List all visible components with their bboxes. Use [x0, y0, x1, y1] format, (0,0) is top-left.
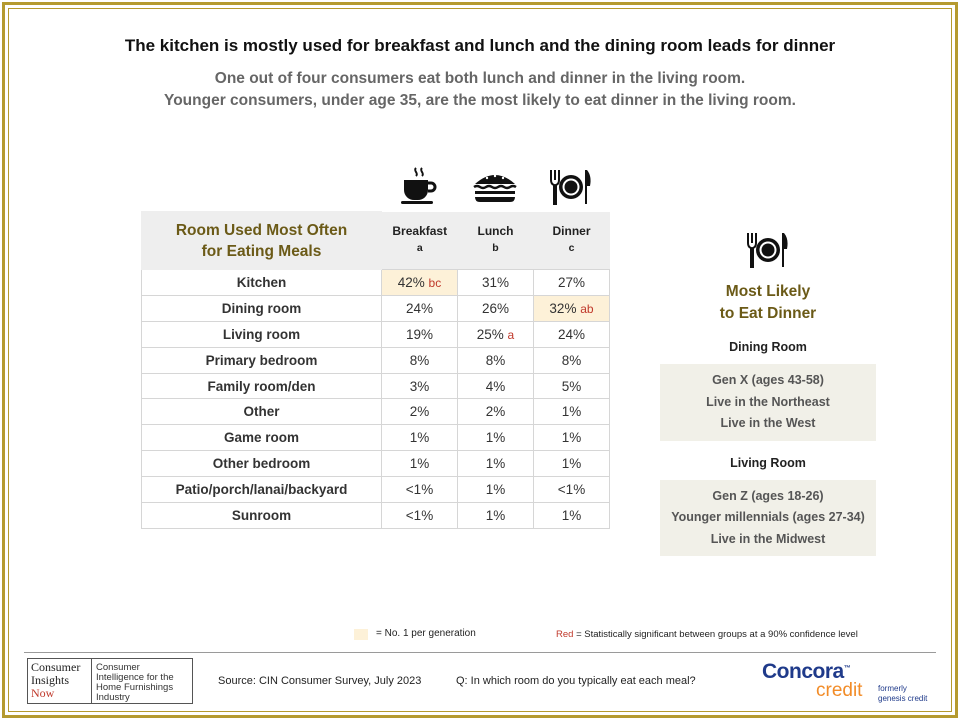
column-letter: c — [568, 242, 575, 255]
value-text: <1% — [405, 507, 434, 523]
table-row — [142, 477, 610, 503]
value-text: 31% — [481, 274, 510, 290]
value-text: 8% — [485, 352, 506, 368]
table-row — [142, 347, 610, 373]
table-header-row — [142, 212, 610, 270]
red-word: Red — [556, 629, 574, 640]
room-name-cell: Kitchen — [142, 270, 382, 296]
trademark: ™ — [843, 665, 851, 672]
column-label: Dinner — [552, 224, 591, 239]
living-room-title: Living Room — [730, 455, 806, 470]
living-room-box — [660, 480, 876, 557]
formerly-line-2: genesis credit — [878, 694, 928, 703]
footer-divider — [24, 652, 936, 653]
value-text: 5% — [561, 378, 582, 394]
header-line-2: for Eating Meals — [201, 242, 322, 260]
table-row — [142, 503, 610, 529]
column-header-lunch — [458, 212, 534, 270]
value-text: 32% — [549, 300, 577, 316]
column-letter: a — [416, 242, 423, 255]
value-text: 26% — [481, 300, 510, 316]
most-likely-panel — [660, 225, 876, 556]
dining-room-box — [660, 364, 876, 441]
value-text: 1% — [485, 482, 506, 498]
value-text: 25% — [476, 326, 504, 342]
significance-legend — [556, 629, 858, 640]
value-cell — [458, 451, 534, 477]
value-cell — [534, 503, 610, 529]
page-title: The kitchen is mostly used for breakfast and lunch and the dining room leads for dinner — [124, 36, 836, 55]
value-text: 1% — [485, 456, 506, 472]
room-name-cell: Dining room — [142, 295, 382, 321]
plate-fork-knife-icon — [549, 168, 593, 206]
concora-logo — [760, 660, 930, 708]
concora-credit: credit — [816, 680, 863, 701]
room-name-cell: Other bedroom — [142, 451, 382, 477]
cin-logo — [27, 658, 193, 704]
cin-logo-line: Insights — [31, 673, 70, 687]
room-name-cell: Game room — [142, 425, 382, 451]
plate-fork-knife-icon — [746, 231, 790, 269]
highlight-legend-swatch — [354, 629, 368, 640]
value-cell — [458, 503, 534, 529]
panel-heading-line-2: to Eat Dinner — [719, 305, 817, 322]
cin-logo-wordmark — [28, 659, 92, 703]
list-item: Live in the West — [720, 416, 816, 430]
value-text: 42% — [397, 274, 425, 290]
value-cell — [458, 321, 534, 347]
cin-logo-line: Now — [31, 686, 55, 700]
list-item: Live in the Northeast — [706, 394, 830, 409]
value-text: 24% — [405, 300, 434, 316]
dining-room-title: Dining Room — [729, 340, 807, 354]
value-text: 24% — [557, 326, 586, 342]
significance-marker: ab — [580, 301, 594, 316]
formerly-note — [878, 684, 927, 704]
table-row — [142, 270, 610, 296]
panel-heading — [660, 281, 876, 325]
room-name-cell: Primary bedroom — [142, 347, 382, 373]
value-cell — [534, 477, 610, 503]
formerly-line-1: formerly — [878, 684, 907, 693]
value-text: 3% — [409, 378, 430, 394]
column-label: Lunch — [477, 224, 514, 239]
value-cell — [458, 477, 534, 503]
value-cell — [534, 295, 610, 321]
subtitle-line-2: Younger consumers, under age 35, are the most likely to eat dinner in the living room. — [164, 92, 796, 109]
sandwich-icon — [472, 170, 518, 204]
list-item: Live in the Midwest — [710, 531, 826, 546]
column-label: Breakfast — [392, 224, 448, 239]
column-header-breakfast — [382, 212, 458, 270]
value-cell — [382, 451, 458, 477]
value-text: 1% — [485, 430, 506, 446]
value-cell — [382, 425, 458, 451]
room-name-cell: Family room/den — [142, 373, 382, 399]
highlight-legend-text: = No. 1 per generation — [376, 628, 476, 639]
header-line-1: Room Used Most Often — [175, 221, 348, 239]
table-row — [142, 425, 610, 451]
cin-logo-line: Consumer — [31, 660, 81, 674]
coffee-cup-icon — [399, 166, 439, 206]
table-body — [142, 270, 610, 529]
significance-text: = Statistically significant between groups at a 90% confidence level — [573, 629, 858, 640]
value-text: <1% — [557, 482, 586, 498]
room-usage-table — [141, 211, 610, 529]
significance-marker: bc — [428, 275, 442, 290]
table-row — [142, 451, 610, 477]
value-cell — [458, 399, 534, 425]
value-cell — [382, 295, 458, 321]
value-cell — [382, 373, 458, 399]
significance-marker: a — [507, 327, 515, 342]
list-item: Gen X (ages 43-58) — [712, 373, 824, 387]
value-cell — [534, 347, 610, 373]
value-text: 1% — [409, 456, 430, 472]
value-text: 1% — [561, 404, 582, 420]
column-header-dinner — [534, 212, 610, 270]
value-text: <1% — [405, 482, 434, 498]
value-cell — [534, 373, 610, 399]
value-cell — [458, 425, 534, 451]
list-item: Gen Z (ages 18-26) — [712, 488, 824, 503]
value-cell — [534, 321, 610, 347]
subtitle — [0, 68, 960, 112]
value-text: 8% — [409, 352, 430, 368]
value-cell — [458, 270, 534, 296]
value-text: 1% — [485, 507, 506, 523]
cin-tagline: Consumer Intelligence for the Home Furnishings Industry — [96, 662, 174, 703]
value-cell — [382, 477, 458, 503]
subtitle-line-1: One out of four consumers eat both lunch and dinner in the living room. — [214, 70, 746, 87]
survey-question: Q: In which room do you typically eat each meal? — [456, 675, 696, 687]
room-name-cell: Other — [142, 399, 382, 425]
value-text: 8% — [561, 352, 582, 368]
concora-brand-text: Concora — [762, 660, 844, 683]
table-row — [142, 295, 610, 321]
value-text: 2% — [409, 404, 430, 420]
value-text: 27% — [557, 274, 586, 290]
column-letter: b — [492, 242, 499, 255]
value-cell — [534, 399, 610, 425]
room-name-cell: Living room — [142, 321, 382, 347]
value-cell — [534, 425, 610, 451]
value-cell — [382, 270, 458, 296]
room-name-cell: Patio/porch/lanai/backyard — [142, 477, 382, 503]
value-cell — [458, 347, 534, 373]
value-cell — [458, 295, 534, 321]
value-text: 1% — [561, 456, 582, 472]
value-text: 1% — [561, 507, 582, 523]
source-note: Source: CIN Consumer Survey, July 2023 — [218, 675, 422, 687]
value-cell — [458, 373, 534, 399]
table-row — [142, 321, 610, 347]
value-cell — [382, 347, 458, 373]
value-text: 1% — [409, 430, 430, 446]
table-row — [142, 373, 610, 399]
value-text: 1% — [561, 430, 582, 446]
value-cell — [534, 270, 610, 296]
value-cell — [382, 503, 458, 529]
value-text: 19% — [405, 326, 434, 342]
panel-heading-line-1: Most Likely — [725, 283, 811, 300]
value-cell — [534, 451, 610, 477]
room-name-cell: Sunroom — [142, 503, 382, 529]
table-row — [142, 399, 610, 425]
value-text: 4% — [485, 378, 506, 394]
table-header-label — [142, 212, 382, 270]
list-item: Younger millennials (ages 27-34) — [671, 510, 865, 524]
value-cell — [382, 399, 458, 425]
value-cell — [382, 321, 458, 347]
value-text: 2% — [485, 404, 506, 420]
